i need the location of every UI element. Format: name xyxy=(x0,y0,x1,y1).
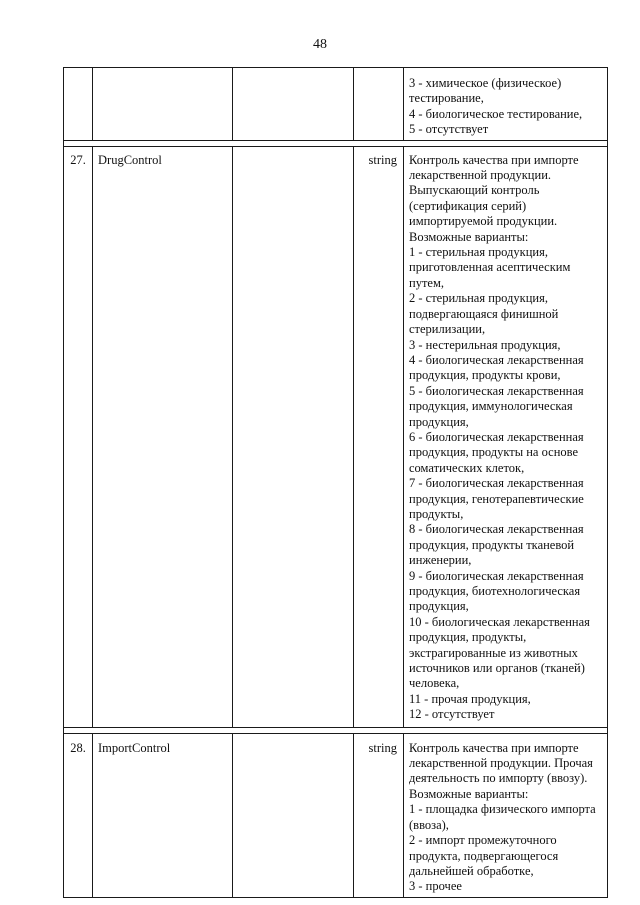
description-line: 2 - стерильная продукция, xyxy=(409,291,548,306)
description-line: продукция, продукты тканевой xyxy=(409,537,575,552)
field-name-cell xyxy=(93,68,233,141)
description-line: экстрагированные из животных xyxy=(409,645,578,660)
description-line: 12 - отсутствует xyxy=(409,707,495,722)
description-line: продукция, продукты, xyxy=(409,630,527,645)
description-line: Возможные варианты: xyxy=(409,229,529,244)
description-line: деятельность по импорту (ввозу). xyxy=(409,771,588,786)
description-line: 5 - биологическая лекарственная xyxy=(409,383,584,398)
field-name-cell: ImportControl xyxy=(93,733,233,897)
row-number-cell xyxy=(64,68,93,141)
field-type-cell xyxy=(354,68,404,141)
field-description-cell xyxy=(404,68,608,141)
empty-cell xyxy=(233,68,354,141)
description-line: инженерии, xyxy=(409,553,472,568)
description-line: продукция, продукты крови, xyxy=(409,368,561,383)
description-line: человека, xyxy=(409,676,460,691)
row-number-cell: 27. xyxy=(64,146,93,727)
description-line: 9 - биологическая лекарственная xyxy=(409,568,584,583)
table-row xyxy=(64,68,608,141)
description-line: 3 - прочее xyxy=(409,879,462,894)
description-line: подвергающаяся финишной xyxy=(409,306,559,321)
description-line: стерилизации, xyxy=(409,322,486,337)
description-line: 5 - отсутствует xyxy=(409,122,489,137)
description-line: продукты, xyxy=(409,506,464,521)
description-line: 1 - площадка физического импорта xyxy=(409,802,596,817)
empty-cell xyxy=(233,733,354,897)
field-type-cell: string xyxy=(354,733,404,897)
field-description-cell xyxy=(404,146,608,727)
empty-cell xyxy=(233,146,354,727)
description-line: 3 - химическое (физическое) xyxy=(409,76,562,90)
description-line: 4 - биологическая лекарственная xyxy=(409,352,584,367)
description-line: дальнейшей обработке, xyxy=(409,863,534,878)
description-line: Возможные варианты: xyxy=(409,786,529,801)
description-line: 8 - биологическая лекарственная xyxy=(409,522,584,537)
description-line: продукция, биотехнологическая xyxy=(409,584,581,598)
description-line: приготовленная асептическим xyxy=(409,260,571,275)
description-line: продукция, xyxy=(409,414,469,429)
description-line: Контроль качества при импорте xyxy=(409,740,579,755)
description-line: 1 - стерильная продукция, xyxy=(409,245,548,260)
description-line: 2 - импорт промежуточного xyxy=(409,833,557,848)
description-line: 11 - прочая продукция, xyxy=(409,691,531,706)
description-line: лекарственной продукции. Прочая xyxy=(409,756,593,771)
description-line: продукция, генотерапевтические xyxy=(409,491,584,506)
page-number: 48 xyxy=(313,37,327,52)
description-line: лекарственной продукции. xyxy=(409,168,552,183)
description-line: (сертификация серий) xyxy=(409,198,527,213)
description-line: (ввоза), xyxy=(409,817,449,832)
description-line: 10 - биологическая лекарственная xyxy=(409,614,590,629)
field-description-cell xyxy=(404,733,608,897)
description-line: соматических клеток, xyxy=(409,460,525,475)
description-line: источников или органов (тканей) xyxy=(409,661,585,676)
table-row xyxy=(64,733,608,897)
description-line: 7 - биологическая лекарственная xyxy=(409,476,584,491)
description-line: путем, xyxy=(409,275,444,290)
description-line: 6 - биологическая лекарственная xyxy=(409,429,584,444)
field-type-cell: string xyxy=(354,146,404,727)
description-line: Контроль качества при импорте xyxy=(409,152,579,167)
description-line: продукция, иммунологическая xyxy=(409,399,573,414)
description-line: продукция, xyxy=(409,599,469,614)
field-name-cell: DrugControl xyxy=(93,146,233,727)
description-line: тестирование, xyxy=(409,91,484,106)
description-line: 3 - нестерильная продукция, xyxy=(409,337,561,352)
description-line: импортируемой продукции. xyxy=(409,214,558,229)
description-line: Выпускающий контроль xyxy=(409,183,540,198)
description-line: продукта, подвергающегося xyxy=(409,848,559,863)
description-line: продукция, продукты на основе xyxy=(409,445,579,460)
table-row xyxy=(64,146,608,727)
row-number-cell: 28. xyxy=(64,733,93,897)
description-line: 4 - биологическое тестирование, xyxy=(409,106,583,121)
field-spec-table xyxy=(63,67,608,898)
